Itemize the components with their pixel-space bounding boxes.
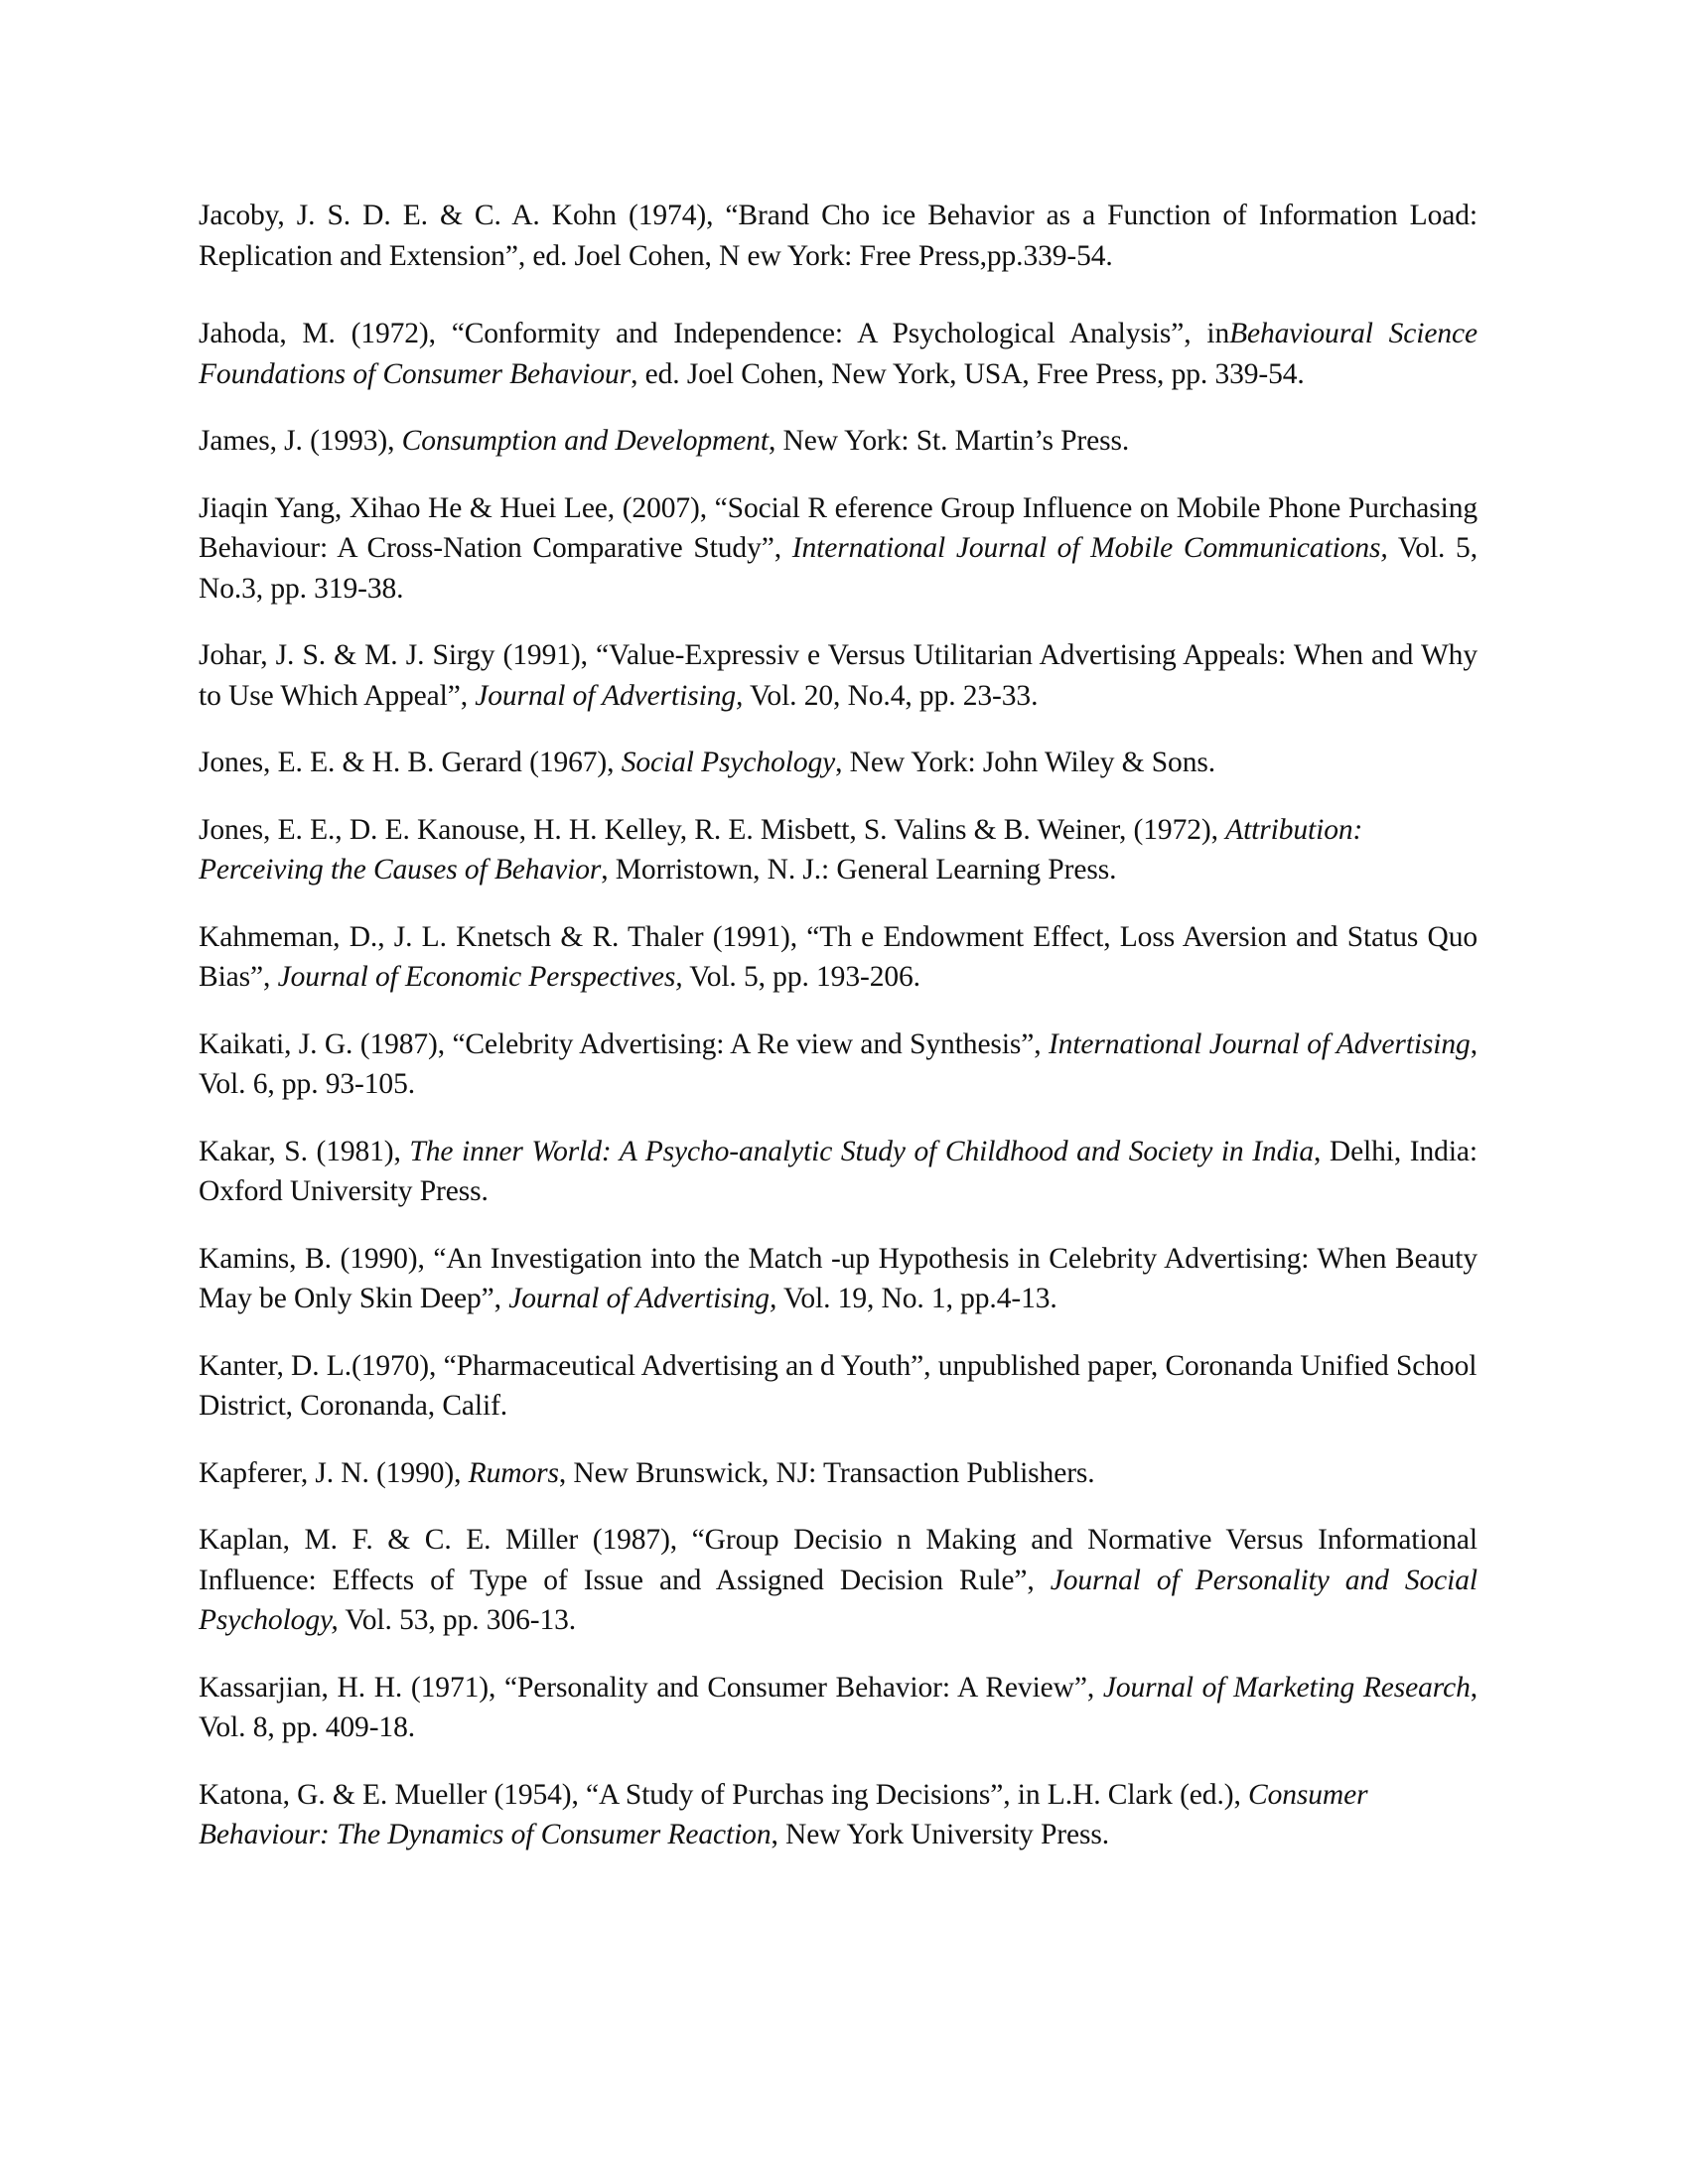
ref-title-italic: Behavioural Science Foundations of Consumer Behaviour xyxy=(199,318,1477,390)
ref-text: Kapferer, J. N. (1990), xyxy=(199,1456,469,1489)
ref-text: Vol. 53, pp. 306-13. xyxy=(338,1604,577,1636)
ref-text: Jiaqin Yang, Xihao He & Huei Lee, (2007), “Social R eference Group Influence on Mobile Phone Purchasing Behaviour: A Cross-Nation Comparative Study”, xyxy=(199,491,1477,564)
ref-journal-italic: International Journal of Mobile Communications, xyxy=(791,532,1388,564)
ref-journal-italic: International Journal of Advertising xyxy=(1048,1027,1471,1060)
reference-kahmeman-1991 xyxy=(199,917,1477,998)
ref-text: Kassarjian, H. H. (1971), “Personality and Consumer Behavior: A Review”, xyxy=(199,1671,1103,1704)
reference-kaikati-1987 xyxy=(199,1024,1477,1105)
ref-text: Kakar, S. (1981), xyxy=(199,1135,410,1167)
ref-text: Kaikati, J. G. (1987), “Celebrity Advertising: A Re view and Synthesis”, xyxy=(199,1027,1049,1060)
ref-text: Vol. 5, pp. 193-206. xyxy=(682,961,920,993)
reference-yang-2007 xyxy=(199,488,1477,610)
reference-kamins-1990 xyxy=(199,1239,1477,1319)
ref-title-italic: The inner World: A Psycho-analytic Study of Childhood and Society in India xyxy=(409,1135,1314,1167)
ref-text: Johar, J. S. & M. J. Sirgy (1991), “Value-Expressiv e Versus Utilitarian Advertising Appeals: When and Why to Use Which Appeal”, xyxy=(199,639,1477,712)
reference-kassarjian-1971 xyxy=(199,1668,1477,1748)
reference-james-1993 xyxy=(199,421,1477,462)
ref-text: Jones, E. E., D. E. Kanouse, H. H. Kelley, R. E. Misbett, S. Valins & B. Weiner, (1972), xyxy=(199,813,1226,846)
reference-jahoda-1972 xyxy=(199,314,1477,394)
reference-jones-1972 xyxy=(199,810,1477,890)
ref-text: , Morristown, N. J.: General Learning Press. xyxy=(601,854,1117,886)
ref-text: Vol. 19, No. 1, pp.4-13. xyxy=(776,1283,1057,1314)
ref-text: Kahmeman, D., J. L. Knetsch & R. Thaler (1991), “Th e Endowment Effect, Loss Aversion and Status Quo Bias”, xyxy=(199,920,1477,993)
reference-jacoby-1974 xyxy=(199,196,1477,276)
ref-text: Jahoda, M. (1972), “Conformity and Independence: A Psychological Analysis”, in xyxy=(199,318,1230,349)
reference-kanter-1970 xyxy=(199,1346,1477,1427)
ref-journal-italic: Journal of Advertising, xyxy=(508,1283,777,1314)
ref-journal-italic: Journal of Economic Perspectives, xyxy=(277,961,683,993)
reference-jones-gerard-1967 xyxy=(199,743,1477,783)
ref-text: , New York University Press. xyxy=(771,1819,1110,1850)
reference-kapferer-1990 xyxy=(199,1453,1477,1494)
ref-text: Vol. 5, No.3, pp. 319-38. xyxy=(199,532,1477,605)
ref-journal-italic: Journal of Advertising, xyxy=(475,679,744,712)
reference-katona-1954 xyxy=(199,1775,1477,1855)
ref-text: Kaplan, M. F. & C. E. Miller (1987), “Group Decisio n Making and Normative Versus Informational Influence: Effects of Type of Issue and Assigned Decision Rule”, xyxy=(199,1524,1477,1596)
ref-title-italic: Attribution: Perceiving the Causes of Behavior xyxy=(199,813,1363,886)
ref-text: , Vol. 6, pp. 93-105. xyxy=(199,1027,1477,1100)
ref-text: Kanter, D. L.(1970), “Pharmaceutical Advertising an d Youth”, unpublished paper, Coronanda Unified School District, Coronanda, Calif. xyxy=(199,1349,1477,1422)
ref-title-italic: Rumors xyxy=(468,1456,559,1489)
ref-text: , New York: John Wiley & Sons. xyxy=(835,747,1216,778)
reference-kakar-1981 xyxy=(199,1132,1477,1212)
ref-text: , ed. Joel Cohen, New York, USA, Free Press, pp. 339-54. xyxy=(631,357,1305,390)
reference-kaplan-1987 xyxy=(199,1520,1477,1641)
ref-text: , Vol. 8, pp. 409-18. xyxy=(199,1671,1477,1743)
ref-text: Jones, E. E. & H. B. Gerard (1967), xyxy=(199,747,622,778)
ref-journal-italic: Journal of Marketing Research xyxy=(1102,1671,1471,1704)
ref-text: , Delhi, India: Oxford University Press. xyxy=(199,1135,1477,1207)
reference-johar-1991 xyxy=(199,635,1477,716)
ref-journal-italic: Journal of Personality and Social Psychology, xyxy=(199,1564,1477,1636)
ref-title-italic: Consumption and Development xyxy=(401,425,769,457)
ref-text: Vol. 20, No.4, pp. 23-33. xyxy=(743,679,1039,712)
reference-list xyxy=(199,196,1477,1882)
ref-title-italic: Social Psychology xyxy=(621,747,836,778)
ref-text: Jacoby, J. S. D. E. & C. A. Kohn (1974), “Brand Cho ice Behavior as a Function of Information Load: Replication and Extension”, ed. Joel Cohen, N ew York: Free Press,pp.339-54. xyxy=(199,200,1477,272)
ref-title-italic: Consumer Behaviour: The Dynamics of Consumer Reaction xyxy=(199,1778,1368,1850)
ref-text: , New Brunswick, NJ: Transaction Publishers. xyxy=(558,1456,1095,1489)
ref-text: Kamins, B. (1990), “An Investigation into the Match -up Hypothesis in Celebrity Advertising: When Beauty May be Only Skin Deep”, xyxy=(199,1242,1477,1314)
ref-text: James, J. (1993), xyxy=(199,425,402,457)
ref-text: Katona, G. & E. Mueller (1954), “A Study of Purchas ing Decisions”, in L.H. Clark (ed.), xyxy=(199,1778,1248,1811)
ref-text: , New York: St. Martin’s Press. xyxy=(768,425,1130,457)
